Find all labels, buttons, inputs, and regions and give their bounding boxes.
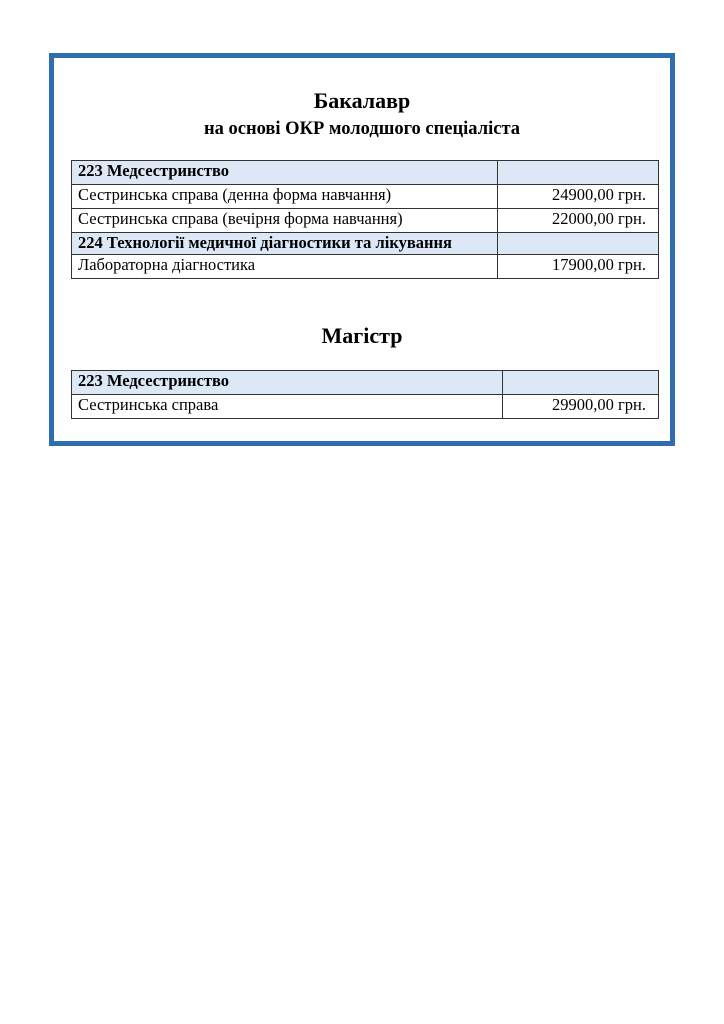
bachelor-price-table bbox=[71, 160, 659, 279]
master-price-table bbox=[71, 370, 659, 419]
price-list-frame bbox=[49, 53, 675, 446]
table-row bbox=[72, 395, 659, 419]
program-name: Сестринська справа (денна форма навчання) bbox=[72, 185, 498, 209]
program-group-name: 223 Медсестринство bbox=[72, 371, 503, 395]
program-price bbox=[503, 371, 659, 395]
program-name: Лабораторна діагностика bbox=[72, 254, 498, 278]
table-row bbox=[72, 161, 659, 185]
bachelor-subtitle: на основі ОКР молодшого спеціаліста bbox=[203, 119, 521, 139]
program-group-name: 224 Технології медичної діагностики та лікування bbox=[72, 233, 498, 255]
table-row bbox=[72, 209, 659, 233]
program-name: Сестринська справа bbox=[72, 395, 503, 419]
program-group-name: 223 Медсестринство bbox=[72, 161, 498, 185]
table-row bbox=[72, 371, 659, 395]
program-price bbox=[498, 233, 659, 255]
bachelor-title: Бакалавр bbox=[313, 88, 411, 113]
table-row bbox=[72, 233, 659, 255]
master-title: Магістр bbox=[321, 323, 403, 348]
table-row bbox=[72, 185, 659, 209]
table-row bbox=[72, 254, 659, 278]
program-price: 29900,00 грн. bbox=[503, 395, 659, 419]
program-price: 17900,00 грн. bbox=[498, 254, 659, 278]
program-price: 24900,00 грн. bbox=[498, 185, 659, 209]
program-name: Сестринська справа (вечірня форма навчання) bbox=[72, 209, 498, 233]
program-price: 22000,00 грн. bbox=[498, 209, 659, 233]
program-price bbox=[498, 161, 659, 185]
